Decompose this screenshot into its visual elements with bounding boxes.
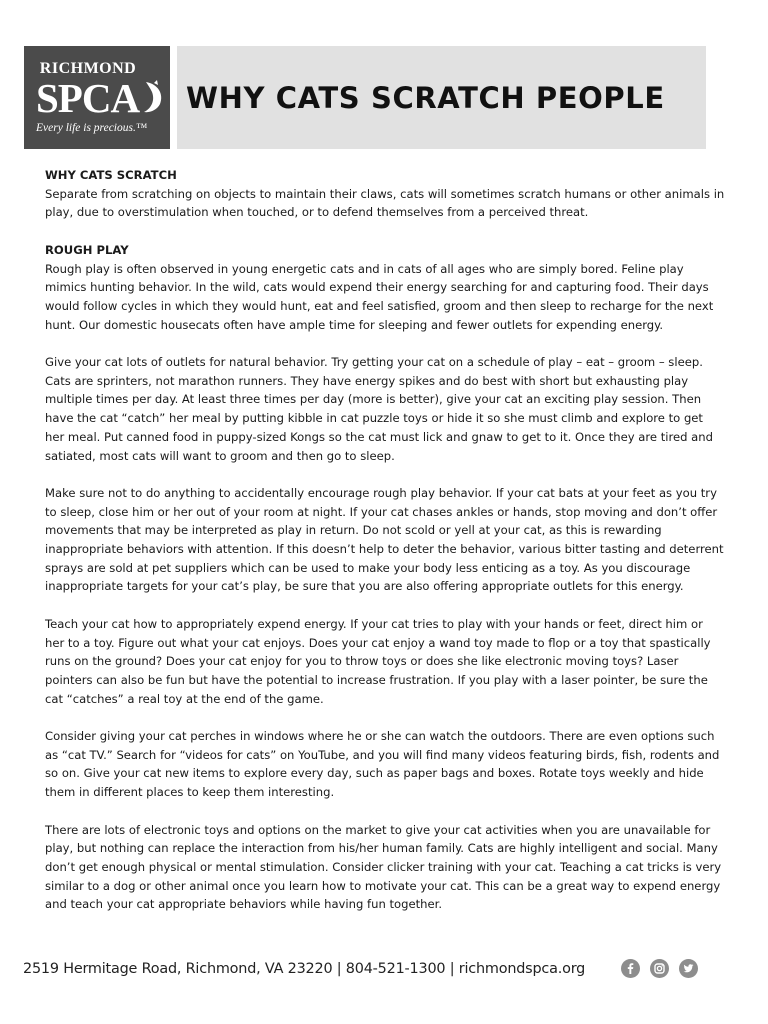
paragraph: Give your cat lots of outlets for natural behavior. Try getting your cat on a schedule of play – eat – groom – sleep. Cats are sprinters, not marathon runners. They have energy spikes and do best with short but exhausting play multiple times per day. At least three times per day (more is better), give your cat an exciting play session. Then have the cat “catch” her meal by putting kibble in cat puzzle toys or hide it so she must climb and explore to get her meal. Put canned food in puppy-sized Kongs so the cat must lick and gnaw to get to it. Once they are tired and satiated, most cats will want to groom and then go to sleep. bbox=[45, 355, 713, 463]
logo-top-text: RICHMOND bbox=[39, 60, 137, 77]
facebook-icon[interactable] bbox=[621, 959, 640, 978]
section-heading: ROUGH PLAY bbox=[45, 242, 129, 257]
twitter-icon[interactable] bbox=[679, 959, 698, 978]
footer-contact: 2519 Hermitage Road, Richmond, VA 23220 | 804-521-1300 | richmondspca.org bbox=[23, 961, 586, 977]
paragraph: Teach your cat how to appropriately expend energy. If your cat tries to play with your hands or feet, direct him or her to a toy. Figure out what your cat enjoys. Does your cat enjoy a wand toy made to flop or a toy that spastically runs on the ground? Does your cat enjoy for you to throw toys or does she like electronic moving toys? Laser pointers can also be fun but have the potential to increase frustration. If you play with a laser pointer, be sure the cat “catches” a real toy at the end of the game. bbox=[45, 616, 711, 706]
footer bbox=[23, 956, 733, 982]
page-title: WHY CATS SCRATCH PEOPLE bbox=[186, 80, 665, 115]
paragraph: There are lots of electronic toys and options on the market to give your cat activities when you are unavailable for play, but nothing can replace the interaction from his/her human family. Cats are highly intelligent and social. Many don’t get enough physical or mental stimulation. Consider clicker training with your cat. Teaching a cat tricks is very similar to a dog or other animal once you learn how to motivate your cat. This can be a great way to expend energy and teach your cat appropriate behaviors while having fun together. bbox=[45, 822, 722, 912]
paragraph: Separate from scratching on objects to maintain their claws, cats will sometimes scratch humans or other animals in play, due to overstimulation when touched, or to defend themselves from a perceived threat. bbox=[45, 186, 725, 220]
section-heading: WHY CATS SCRATCH bbox=[45, 168, 177, 182]
paragraph: Make sure not to do anything to accidentally encourage rough play behavior. If your cat bats at your feet as you try to sleep, close him or her out of your room at night. If your cat chases ankles or hands, stop moving and don’t offer movements that may be interpreted as play in return. Do not scold or yell at your cat, as this is rewarding inappropriate behaviors with attention. If this doesn’t help to deter the behavior, various bitter tasting and deterrent sprays are sold at pet suppliers which can be used to make your body less enticing as a toy. As you discourage inappropriate targets for your cat’s play, be sure that you are also offering appropriate outlets for this energy. bbox=[45, 485, 724, 594]
title-banner bbox=[177, 46, 706, 149]
spca-logo bbox=[24, 46, 170, 149]
social-links bbox=[621, 959, 698, 978]
instagram-icon[interactable] bbox=[650, 959, 669, 978]
paragraph: Rough play is often observed in young energetic cats and in cats of all ages who are simply bored. Feline play mimics hunting behavior. In the wild, cats would expend their energy searching for and capturing food. Their days would follow cycles in which they would hunt, eat and feel satisfied, groom and then sleep to recharge for the next hunt. Our domestic housecats often have ample time for sleeping and fewer outlets for expending energy. bbox=[45, 261, 714, 332]
cat-silhouette-icon bbox=[140, 80, 164, 114]
logo-main-text: SPCA bbox=[36, 75, 140, 121]
logo-tagline: Every life is precious.™ bbox=[36, 122, 148, 134]
article-body bbox=[45, 166, 725, 933]
paragraph: Consider giving your cat perches in windows where he or she can watch the outdoors. There are even options such as “cat TV.” Search for “videos for cats” on YouTube, and you will find many videos featuring birds, fish, rodents and so on. Give your cat new items to explore every day, such as paper bags and boxes. Rotate toys weekly and hide them in different places to keep them interesting. bbox=[45, 729, 720, 800]
